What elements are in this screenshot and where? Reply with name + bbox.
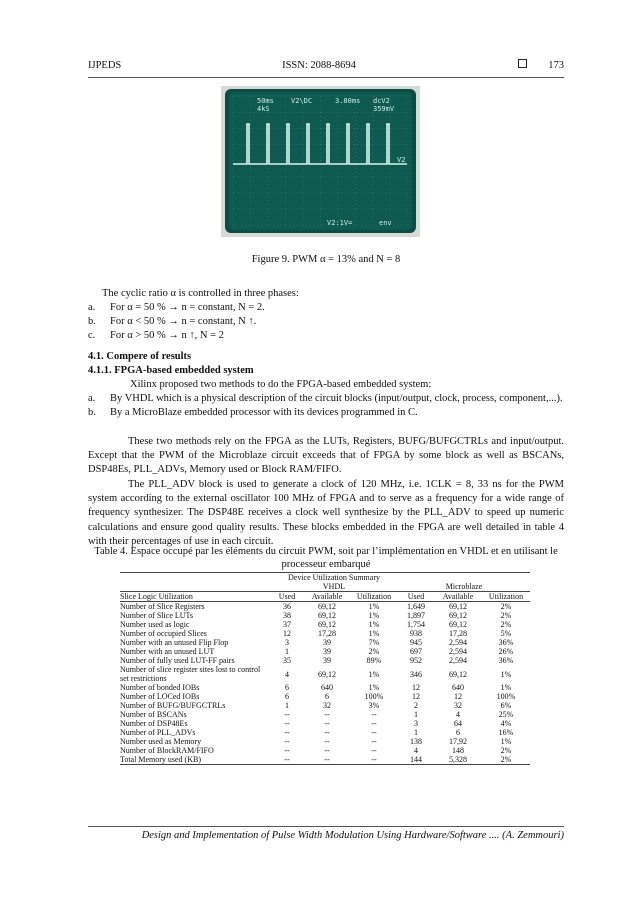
row-label: Number of fully used LUT-FF pairs — [120, 656, 235, 665]
row-value: 36% — [498, 656, 514, 665]
method-item: a. By VHDL which is a physical description of the circuit blocks (input/output, clock, process, component,...). — [88, 393, 563, 404]
row-value: 39 — [323, 656, 331, 665]
row-value: 69,12 — [449, 602, 467, 611]
table-row — [120, 683, 530, 692]
table-row — [120, 737, 530, 746]
table-row — [120, 665, 530, 683]
phase-item: c. For α > 50 % → n ↑, N = 2 — [88, 330, 224, 342]
row-label: Number of BUFG/BUFGCTRLs — [120, 701, 226, 710]
scope-readout-time-div: 50ms — [257, 97, 274, 105]
row-value: 17,92 — [449, 737, 467, 746]
row-value: 36 — [283, 602, 291, 611]
row-value: 35 — [283, 656, 291, 665]
row-value: 6 — [285, 692, 289, 701]
row-value: 1% — [368, 602, 380, 611]
row-value: -- — [371, 746, 377, 755]
column-header: Utilization — [350, 592, 398, 602]
row-value: 4 — [414, 746, 418, 755]
row-value: 1% — [368, 611, 380, 620]
scope-readout-ch1: 4kS — [257, 105, 270, 113]
scope-readout-ch-scale: V2:1V= — [327, 219, 353, 227]
table-row — [120, 647, 530, 656]
section-heading: 4.1. Compere of results — [88, 351, 192, 362]
row-value: 16% — [498, 728, 514, 737]
row-value: 148 — [452, 746, 464, 755]
table-title-row — [120, 573, 530, 583]
row-value: 2% — [500, 602, 512, 611]
table-row — [120, 746, 530, 755]
row-value: 3% — [368, 701, 380, 710]
row-value: 2,594 — [449, 647, 467, 656]
row-value: -- — [284, 710, 290, 719]
row-value: -- — [324, 746, 330, 755]
scope-readout-ch2: 359mV — [373, 105, 395, 113]
row-value: 4 — [456, 710, 460, 719]
methods-list — [88, 392, 564, 420]
phases-list — [88, 301, 564, 344]
table-row — [120, 611, 530, 620]
scope-readout-trigger: V2\DC — [291, 97, 313, 105]
row-value: 5% — [500, 629, 512, 638]
row-label: Number with an unused Flip Flop — [120, 638, 229, 647]
row-value: -- — [371, 719, 377, 728]
row-value: 2% — [368, 647, 380, 656]
row-value: 346 — [410, 669, 422, 679]
row-label: Number with an unused LUT — [120, 647, 215, 656]
row-value: -- — [371, 728, 377, 737]
paragraph-pll: The PLL_ADV block is used to generate a clock of 120 MHz, i.e. 1CLK = 8, 33 ns for the PWM system according to the external oscillator 100 MHz of FPGA and to serve as a frequency for a wide range of frequency synthesizer. The DSP48E receives a clock well synthesize by the PLL_ADV to speed up numeric calculations and ensure good quality results. These blocks embedded in the FPGA are well detailed in table 4 with their percentages of use in each circuit. — [88, 479, 564, 547]
table-row — [120, 728, 530, 737]
table-row — [120, 638, 530, 647]
row-value: -- — [284, 746, 290, 755]
row-value: 6 — [456, 728, 460, 737]
row-value: 2,594 — [449, 656, 467, 665]
row-value: 69,12 — [449, 620, 467, 629]
row-value: 2% — [482, 755, 530, 765]
phases-intro: The cyclic ratio α is controlled in three phases: — [102, 288, 299, 299]
row-value: 938 — [410, 629, 422, 638]
column-header: Utilization — [482, 592, 530, 602]
row-value: 1,754 — [407, 620, 425, 629]
row-value: 1 — [414, 728, 418, 737]
row-value: 945 — [410, 638, 422, 647]
row-value: -- — [324, 710, 330, 719]
column-header: Used — [270, 592, 304, 602]
row-value: -- — [270, 755, 304, 765]
row-value: 1 — [285, 701, 289, 710]
row-label: Number of occupied Slices — [120, 629, 207, 638]
table-row — [120, 692, 530, 701]
phase-item: a. For α = 50 % → n = constant, N = 2. — [88, 302, 265, 313]
table-caption: Table 4. Espace occupé par les éléments du circuit PWM, soit par l’implémentation en VHDL et en utilisant le processeur embarqué — [94, 546, 558, 570]
row-value: 32 — [323, 701, 331, 710]
table-row — [120, 719, 530, 728]
row-value: 38 — [283, 611, 291, 620]
device-utilization-table — [120, 572, 530, 765]
row-value: 37 — [283, 620, 291, 629]
row-value: 2% — [500, 611, 512, 620]
row-value: 12 — [454, 692, 462, 701]
row-label: Number of slice register sites lost to control set restrictions — [120, 665, 261, 683]
row-label: Number of DSP48Es — [120, 719, 188, 728]
row-value: 17,28 — [449, 629, 467, 638]
row-value: 2% — [500, 746, 512, 755]
row-value: 12 — [412, 683, 420, 692]
row-value: -- — [371, 737, 377, 746]
footer-text: Design and Implementation of Pulse Width Modulation Using Hardware/Software .... (A. Zemmouri) — [141, 830, 564, 841]
phase-item: b. For α < 50 % → n = constant, N ↑. — [88, 316, 257, 328]
row-value: 36% — [498, 638, 514, 647]
column-header: Available — [304, 592, 350, 602]
column-header: Slice Logic Utilization — [120, 592, 270, 602]
row-value: 2,594 — [449, 638, 467, 647]
row-label: Number of bonded IOBs — [120, 683, 200, 692]
row-value: 26% — [498, 647, 514, 656]
row-label: Number used as Memory — [120, 737, 202, 746]
square-bullet-icon — [518, 59, 527, 68]
row-value: 69,12 — [318, 669, 336, 679]
row-value: 1 — [285, 647, 289, 656]
row-value: 12 — [412, 692, 420, 701]
table-row — [120, 620, 530, 629]
row-value: -- — [304, 755, 350, 765]
row-value: 100% — [364, 692, 384, 701]
row-label: Number of LOCed IOBs — [120, 692, 200, 701]
page-number: 173 — [548, 60, 564, 71]
row-value: -- — [324, 728, 330, 737]
column-header: Available — [434, 592, 482, 602]
group-microblaze: Microblaze — [445, 582, 483, 591]
row-value: 1% — [368, 669, 380, 679]
figure-caption: Figure 9. PWM α = 13% and N = 8 — [251, 254, 401, 265]
row-value: 697 — [410, 647, 422, 656]
row-value: 1,897 — [407, 611, 425, 620]
subsection-heading: 4.1.1. FPGA-based embedded system — [88, 365, 254, 376]
methods-intro: Xilinx proposed two methods to do the FPGA-based embedded system: — [130, 379, 432, 390]
scope-readout-env: env — [379, 219, 392, 227]
row-value: -- — [350, 755, 398, 765]
row-value: -- — [324, 719, 330, 728]
row-value: 1% — [500, 683, 512, 692]
journal-issn: ISSN: 2088-8694 — [282, 60, 356, 71]
row-value: -- — [284, 728, 290, 737]
row-value: 69,12 — [318, 602, 336, 611]
row-value: 138 — [410, 737, 422, 746]
group-vhdl: VHDL — [322, 582, 346, 591]
row-value: 2 — [414, 701, 418, 710]
row-value: 1% — [500, 737, 512, 746]
row-label: Number of BlockRAM/FIFO — [120, 746, 214, 755]
header-rule — [88, 77, 564, 78]
row-value: 640 — [321, 683, 333, 692]
table-row — [120, 710, 530, 719]
table-row — [120, 629, 530, 638]
journal-name: IJPEDS — [88, 60, 122, 71]
row-value: -- — [284, 737, 290, 746]
table-row — [120, 701, 530, 710]
method-item: b. By a MicroBlaze embedded processor with its devices programmed in C. — [88, 407, 418, 419]
footer-rule — [88, 826, 564, 827]
row-value: 3 — [285, 638, 289, 647]
row-value: 6% — [500, 701, 512, 710]
row-value: 7% — [368, 638, 380, 647]
row-value: 69,12 — [449, 611, 467, 620]
row-label: Number of BSCANs — [120, 710, 187, 719]
row-value: 69,12 — [318, 611, 336, 620]
column-header: Used — [398, 592, 434, 602]
oscilloscope-figure — [221, 86, 420, 237]
row-value: 1% — [500, 669, 512, 679]
row-value: 2% — [500, 620, 512, 629]
row-value: 1,649 — [407, 602, 425, 611]
table-row — [120, 602, 530, 612]
row-value: 1% — [368, 629, 380, 638]
row-value: 3 — [414, 719, 418, 728]
row-label: Number of PLL_ADVs — [120, 728, 196, 737]
row-value: 32 — [454, 701, 462, 710]
table-row — [120, 656, 530, 665]
row-value: 5,328 — [434, 755, 482, 765]
scope-readout-delay: 3.80ms — [335, 97, 361, 105]
table-group-row — [120, 582, 530, 592]
row-value: 952 — [410, 656, 422, 665]
table-row — [120, 755, 530, 765]
row-value: 1% — [368, 620, 380, 629]
row-value: -- — [324, 737, 330, 746]
row-value: 69,12 — [318, 620, 336, 629]
row-value: 64 — [454, 719, 462, 728]
row-value: 4% — [500, 719, 512, 728]
row-value: 39 — [323, 638, 331, 647]
oscilloscope-screen — [221, 86, 420, 237]
row-value: 69,12 — [449, 669, 467, 679]
row-value: -- — [371, 710, 377, 719]
paragraph-methods: These two methods rely on the FPGA as the LUTs, Registers, BUFG/BUFGCTRLs and input/output. Except that the PWM of the Microblaze circuit exceeds that of FPGA by some block as well as BSCANs, DSP48Es, PLL_ADVs, Memory used or Block RAM/FIFO. — [88, 436, 564, 476]
row-value: 6 — [285, 683, 289, 692]
scope-readout-mode: dcV2 — [373, 97, 390, 105]
row-value: 144 — [398, 755, 434, 765]
row-label: Number of Slice LUTs — [120, 611, 193, 620]
row-value: 640 — [452, 683, 464, 692]
row-value: 1% — [368, 683, 380, 692]
row-label: Total Memory used (KB) — [120, 755, 270, 765]
table-header-row — [120, 592, 530, 602]
scope-readout-marker: V2 — [397, 156, 406, 164]
row-value: -- — [284, 719, 290, 728]
row-value: 17,28 — [318, 629, 336, 638]
row-value: 100% — [496, 692, 516, 701]
summary-title: Device Utilization Summary — [270, 573, 398, 583]
row-value: 6 — [325, 692, 329, 701]
row-value: 39 — [323, 647, 331, 656]
row-value: 4 — [285, 669, 289, 679]
row-value: 89% — [366, 656, 382, 665]
row-value: 12 — [283, 629, 291, 638]
row-label: Number used as logic — [120, 620, 190, 629]
row-value: 25% — [498, 710, 514, 719]
row-label: Number of Slice Registers — [120, 602, 205, 611]
row-value: 1 — [414, 710, 418, 719]
